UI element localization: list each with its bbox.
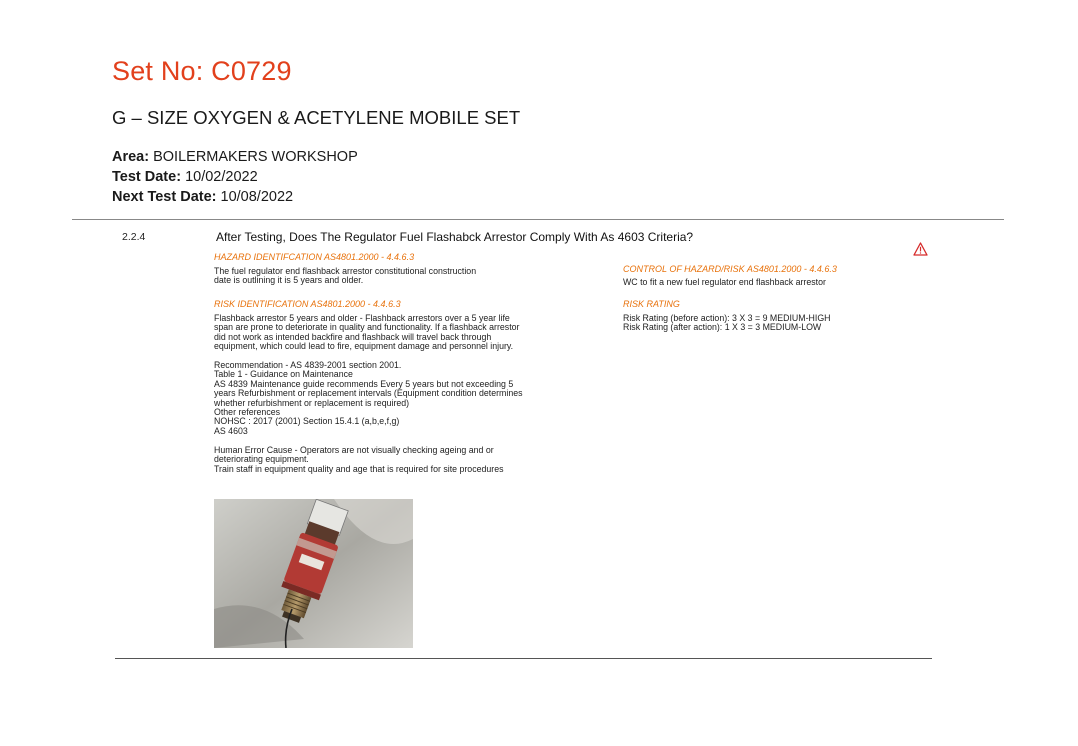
risk-heading: RISK IDENTIFICATION AS4801.2000 - 4.4.6.3 <box>214 299 401 309</box>
risk-text: Flashback arrestor 5 years and older - Flashback arrestors over a 5 year life span are prone to deteriorate in quality and functionality. If a flashback arrestor did not work as intended backfire and flashback will travel back through equipment, which could lead to fire, equipment damage and personnel injury. <box>214 313 520 352</box>
hazard-text: The fuel regulator end flashback arrestor constitutional construction date is outlining it is 5 years and older. <box>214 266 477 286</box>
test-date-line <box>112 169 258 185</box>
next-test-date-line <box>112 189 293 205</box>
flashback-arrestor-photo <box>214 499 413 648</box>
test-date-value: 10/02/2022 <box>185 169 258 185</box>
risk-rating-text: Risk Rating (before action): 3 X 3 = 9 MEDIUM-HIGH Risk Rating (after action): 1 X 3 = 3 MEDIUM-LOW <box>623 313 831 333</box>
set-title: G – SIZE OXYGEN & ACETYLENE MOBILE SET <box>112 107 521 128</box>
next-test-date-value: 10/08/2022 <box>220 189 294 205</box>
set-number: Set No: C0729 <box>112 56 292 86</box>
control-heading: CONTROL OF HAZARD/RISK AS4801.2000 - 4.4.6.3 <box>623 264 837 274</box>
area-value: BOILERMAKERS WORKSHOP <box>153 149 358 165</box>
area-line <box>112 149 358 165</box>
item-number: 2.2.4 <box>122 231 146 243</box>
area-label: Area: <box>112 149 150 165</box>
human-error-text: Human Error Cause - Operators are not visually checking ageing and or deteriorating equipment. Train staff in equipment quality and age that is required for site procedures <box>214 445 504 474</box>
test-date-label: Test Date: <box>112 169 182 185</box>
control-text: WC to fit a new fuel regulator end flashback arrestor <box>623 277 826 287</box>
risk-rating-heading: RISK RATING <box>623 299 680 309</box>
next-test-date-label: Next Test Date: <box>112 189 217 205</box>
recommendation-text: Recommendation - AS 4839-2001 section 2001. Table 1 - Guidance on Maintenance AS 4839 Maintenance guide recommends Every 5 years but not exceeding 5 years Refurbishment or replacement intervals (Equipment condition determines whether refurbishment or replacement is required) Other references NOHSC : 2017 (2001) Section 15.4.1 (a,b,e,f,g) AS 4603 <box>214 360 523 436</box>
footer-divider <box>115 658 932 659</box>
hazard-heading: HAZARD IDENTIFCATION AS4801.2000 - 4.4.6.3 <box>214 252 415 262</box>
item-question: After Testing, Does The Regulator Fuel Flashabck Arrestor Comply With As 4603 Criteria? <box>216 230 694 244</box>
header-divider <box>72 219 1004 220</box>
warning-triangle-icon <box>913 242 928 256</box>
